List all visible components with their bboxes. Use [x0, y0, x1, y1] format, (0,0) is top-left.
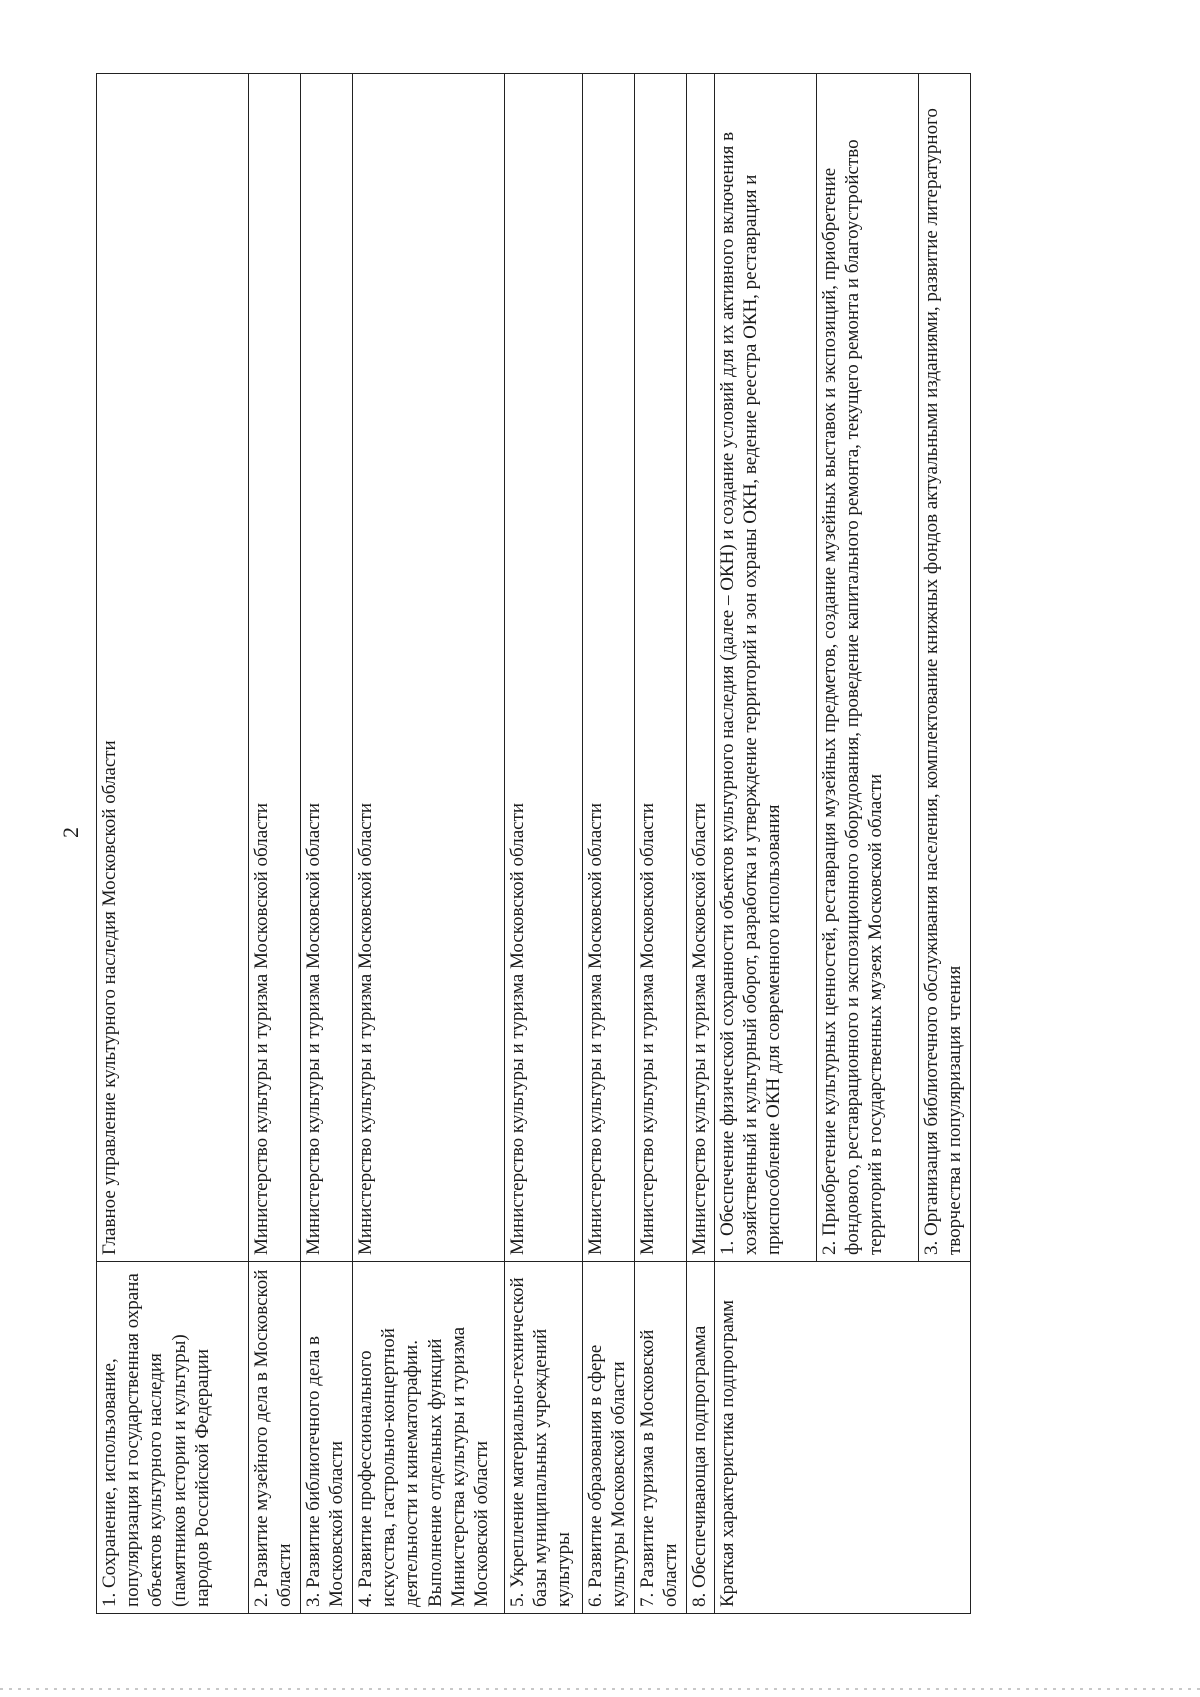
subprogram-name-cell: 3. Развитие библиотечного дела в Московской области — [301, 1262, 353, 1614]
table-row — [301, 74, 353, 1614]
responsible-body-cell: Главное управление культурного наследия Московской области — [97, 74, 249, 1262]
page-number: 2 — [58, 827, 83, 838]
table-row — [505, 74, 583, 1614]
table-row — [249, 74, 301, 1614]
table-row — [635, 74, 687, 1614]
responsible-body-cell: Министерство культуры и туризма Московской области — [635, 74, 687, 1262]
responsible-body-cell: Министерство культуры и туризма Московской области — [353, 74, 505, 1262]
subprograms-table — [96, 73, 971, 1614]
subprogram-name-cell: 7. Развитие туризма в Московской области — [635, 1262, 687, 1614]
table-row — [687, 74, 715, 1614]
scan-edge-noise — [0, 1688, 1200, 1690]
summary-item-cell: 3. Организация библиотечного обслуживания населения, комплектование книжных фондов актуальными изданиями, развитие литературного творчества и популяризация чтения — [919, 74, 971, 1262]
summary-label-cell: Краткая характеристика подпрограмм — [715, 1262, 971, 1614]
table-row — [97, 74, 249, 1614]
subprogram-name-cell: 6. Развитие образования в сфере культуры Московской области — [583, 1262, 635, 1614]
summary-item-cell: 2. Приобретение культурных ценностей, реставрация музейных предметов, создание музейных выставок и экспозиций, приобретение фондового, реставрационного и экспозиционного оборудования, проведение капитального ремонта, текущего ремонта и благоустройство территорий в государственных музеях Московской области — [817, 74, 919, 1262]
rotated-table-container — [96, 74, 1056, 1614]
subprogram-name-cell: 4. Развитие профессионального искусства, гастрольно-концертной деятельности и кинематографии. Выполнение отдельных функций Министерства культуры и туризма Московской области — [353, 1262, 505, 1614]
subprogram-name-cell: 5. Укрепление материально-технической базы муниципальных учреждений культуры — [505, 1262, 583, 1614]
subprogram-name-cell: 1. Сохранение, использование, популяризация и государственная охрана объектов культурного наследия (памятников истории и культуры) народов Российской Федерации — [97, 1262, 249, 1614]
responsible-body-cell: Министерство культуры и туризма Московской области — [505, 74, 583, 1262]
responsible-body-cell: Министерство культуры и туризма Московской области — [687, 74, 715, 1262]
subprogram-name-cell: 8. Обеспечивающая подпрограмма — [687, 1262, 715, 1614]
responsible-body-cell: Министерство культуры и туризма Московской области — [301, 74, 353, 1262]
table-row — [583, 74, 635, 1614]
responsible-body-cell: Министерство культуры и туризма Московской области — [583, 74, 635, 1262]
responsible-body-cell: Министерство культуры и туризма Московской области — [249, 74, 301, 1262]
summary-item-cell: 1. Обеспечение физической сохранности объектов культурного наследия (далее – ОКН) и создание условий для их активного включения в хозяйственный и культурный оборот, разработка и утверждение территорий и зон охраны ОКН, ведение реестра ОКН, реставрация и приспособление ОКН для современного использования — [715, 74, 817, 1262]
subprogram-name-cell: 2. Развитие музейного дела в Московской области — [249, 1262, 301, 1614]
table-row — [353, 74, 505, 1614]
table-row — [715, 74, 817, 1614]
